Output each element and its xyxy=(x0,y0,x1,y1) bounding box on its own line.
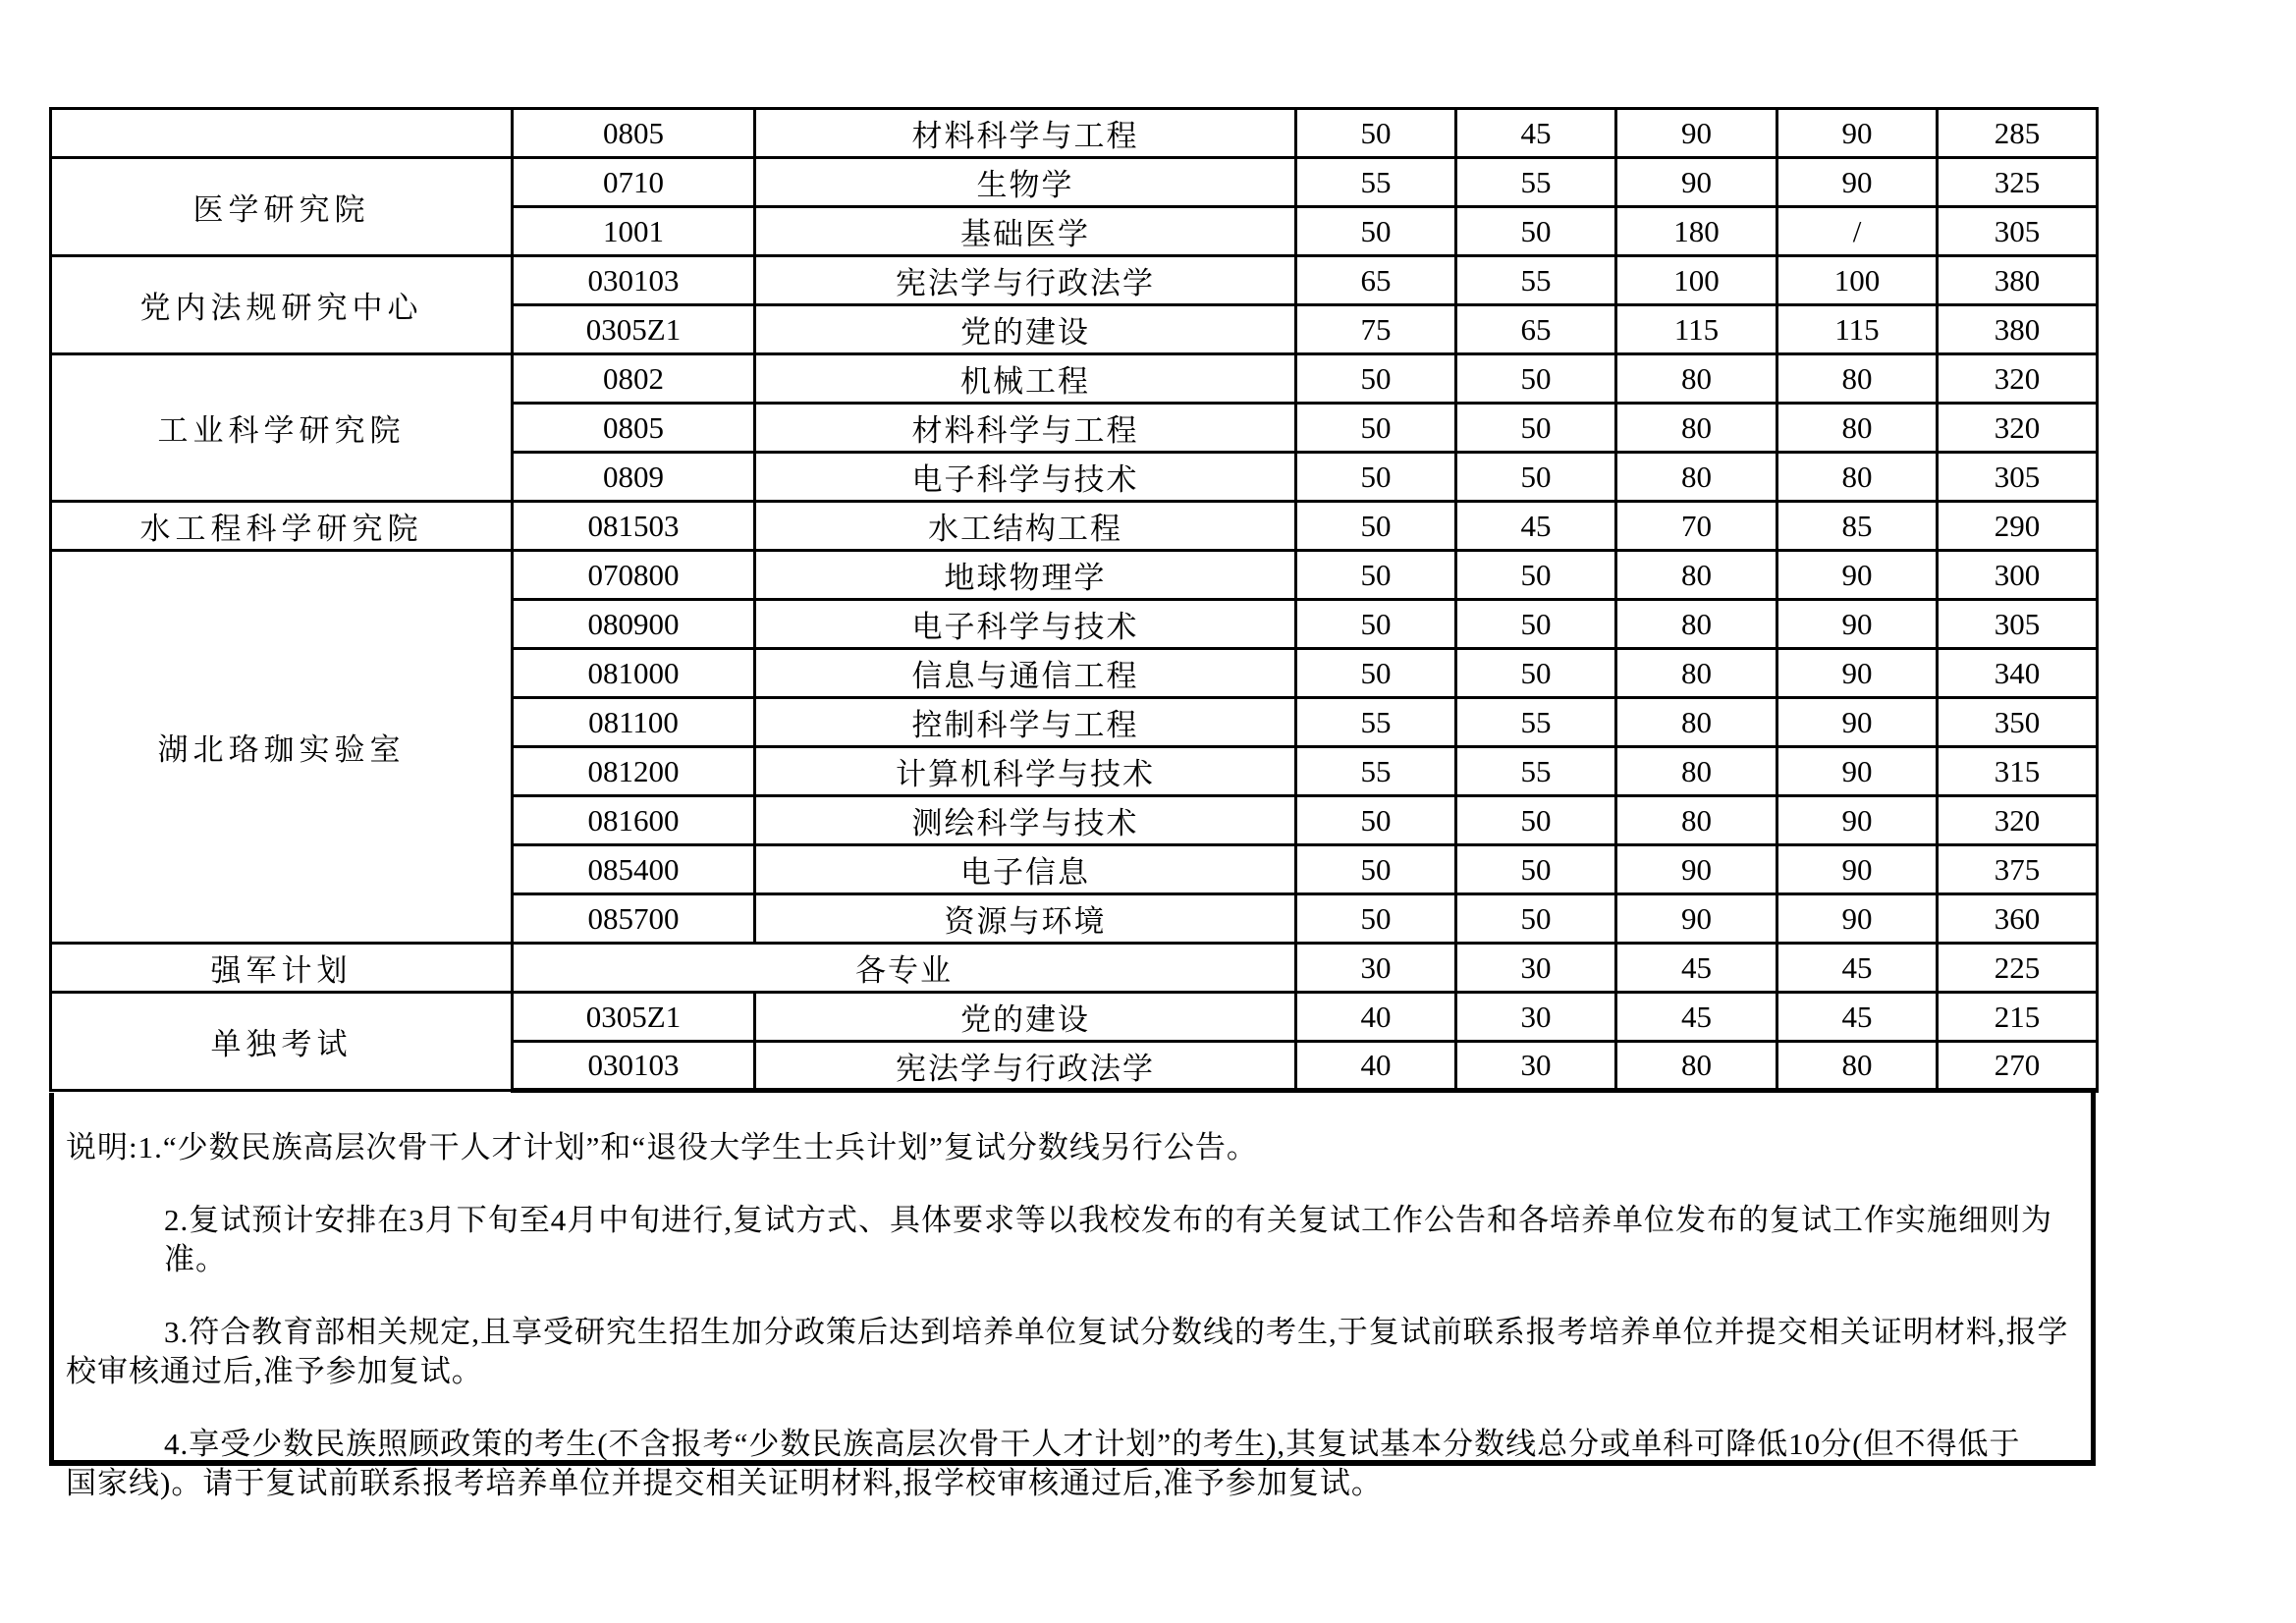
dept-cell: 强军计划 xyxy=(51,944,513,993)
score-cell: 50 xyxy=(1456,207,1616,256)
table-row xyxy=(51,354,2098,404)
major-cell: 资源与环境 xyxy=(755,894,1296,944)
score-cell: 325 xyxy=(1938,158,2098,207)
code-cell: 0802 xyxy=(513,354,755,404)
score-cell: 90 xyxy=(1777,747,1938,796)
score-cell: 115 xyxy=(1616,305,1777,354)
score-cell: 180 xyxy=(1616,207,1777,256)
score-cell: 375 xyxy=(1938,845,2098,894)
score-cell: 50 xyxy=(1456,551,1616,600)
score-cell: 80 xyxy=(1777,453,1938,502)
score-cell: 50 xyxy=(1456,404,1616,453)
major-cell: 宪法学与行政法学 xyxy=(755,256,1296,305)
code-cell: 081200 xyxy=(513,747,755,796)
major-cell: 宪法学与行政法学 xyxy=(755,1042,1296,1091)
note-paragraph xyxy=(66,1313,2077,1391)
score-cell: 50 xyxy=(1456,453,1616,502)
code-cell: 0809 xyxy=(513,453,755,502)
score-cell: 340 xyxy=(1938,649,2098,698)
dept-cell: 工业科学研究院 xyxy=(51,354,513,502)
notes-section xyxy=(49,1093,2096,1500)
note-line: 3.符合教育部相关规定,且享受研究生招生加分政策后达到培养单位复试分数线的考生,于复试前联系报考培养单位并提交相关证明材料,报学 xyxy=(164,1315,2069,1349)
score-cell: 30 xyxy=(1456,993,1616,1042)
score-cell: 100 xyxy=(1616,256,1777,305)
score-cell: 225 xyxy=(1938,944,2098,993)
score-cell: 50 xyxy=(1296,649,1456,698)
major-cell: 电子信息 xyxy=(755,845,1296,894)
dept-cell: 单独考试 xyxy=(51,993,513,1091)
score-cell: 50 xyxy=(1296,453,1456,502)
note-line: 4.享受少数民族照顾政策的考生(不含报考“少数民族高层次骨干人才计划”的考生),其复试基本分数线总分或单科可降低10分(但不得低于 xyxy=(164,1427,2021,1461)
major-cell: 材料科学与工程 xyxy=(755,404,1296,453)
note-line: 说明:1.“少数民族高层次骨干人才计划”和“退役大学生士兵计划”复试分数线另行公告。 xyxy=(66,1130,1258,1164)
code-cell: 081600 xyxy=(513,796,755,845)
score-cell: 65 xyxy=(1456,305,1616,354)
score-cell: 45 xyxy=(1777,993,1938,1042)
table-row xyxy=(51,944,2098,993)
score-cell: 70 xyxy=(1616,502,1777,551)
score-cell: 320 xyxy=(1938,404,2098,453)
score-cell: 50 xyxy=(1456,796,1616,845)
score-cell: 215 xyxy=(1938,993,2098,1042)
score-cell: 300 xyxy=(1938,551,2098,600)
score-cell: 65 xyxy=(1296,256,1456,305)
score-cell: 40 xyxy=(1296,993,1456,1042)
score-cell: 80 xyxy=(1616,551,1777,600)
major-cell: 党的建设 xyxy=(755,305,1296,354)
score-cell: / xyxy=(1777,207,1938,256)
score-cell: 90 xyxy=(1777,109,1938,158)
score-cell: 90 xyxy=(1777,600,1938,649)
code-cell: 081100 xyxy=(513,698,755,747)
score-cell: 320 xyxy=(1938,354,2098,404)
major-cell: 党的建设 xyxy=(755,993,1296,1042)
table-row xyxy=(51,551,2098,600)
score-cell: 55 xyxy=(1456,158,1616,207)
score-cell: 115 xyxy=(1777,305,1938,354)
note-paragraph xyxy=(66,1425,2077,1503)
score-cell: 360 xyxy=(1938,894,2098,944)
score-cell: 55 xyxy=(1296,698,1456,747)
score-cell: 50 xyxy=(1296,894,1456,944)
table-row xyxy=(51,158,2098,207)
score-cell: 350 xyxy=(1938,698,2098,747)
score-cell: 80 xyxy=(1616,649,1777,698)
code-cell: 085400 xyxy=(513,845,755,894)
score-cell: 55 xyxy=(1456,698,1616,747)
score-cell: 50 xyxy=(1296,207,1456,256)
score-cell: 50 xyxy=(1456,354,1616,404)
score-cell: 50 xyxy=(1456,894,1616,944)
score-cell: 315 xyxy=(1938,747,2098,796)
score-cell: 55 xyxy=(1296,158,1456,207)
document-sheet xyxy=(49,107,2096,1500)
score-cell: 45 xyxy=(1456,109,1616,158)
score-cell: 50 xyxy=(1296,502,1456,551)
score-cell: 30 xyxy=(1456,1042,1616,1091)
score-cell: 100 xyxy=(1777,256,1938,305)
code-cell: 070800 xyxy=(513,551,755,600)
score-cell: 80 xyxy=(1616,1042,1777,1091)
score-cell: 80 xyxy=(1616,747,1777,796)
note-line: 2.复试预计安排在3月下旬至4月中旬进行,复试方式、具体要求等以我校发布的有关复试工作公告和各培养单位发布的复试工作实施细则为准。 xyxy=(164,1203,2052,1276)
score-cell: 50 xyxy=(1296,845,1456,894)
major-cell: 基础医学 xyxy=(755,207,1296,256)
score-cell: 90 xyxy=(1616,158,1777,207)
score-cell: 80 xyxy=(1616,796,1777,845)
score-cell: 90 xyxy=(1777,551,1938,600)
score-cell: 45 xyxy=(1616,944,1777,993)
score-cell: 50 xyxy=(1456,600,1616,649)
score-cell: 90 xyxy=(1616,109,1777,158)
code-cell: 030103 xyxy=(513,1042,755,1091)
score-cell: 45 xyxy=(1777,944,1938,993)
score-cell: 90 xyxy=(1777,158,1938,207)
score-cell: 320 xyxy=(1938,796,2098,845)
code-cell: 081503 xyxy=(513,502,755,551)
table-row xyxy=(51,109,2098,158)
code-cell: 0710 xyxy=(513,158,755,207)
score-cell: 380 xyxy=(1938,256,2098,305)
note-line: 国家线)。请于复试前联系报考培养单位并提交相关证明材料,报学校审核通过后,准予参加复试。 xyxy=(66,1466,1383,1500)
score-cell: 50 xyxy=(1296,404,1456,453)
major-cell: 计算机科学与技术 xyxy=(755,747,1296,796)
code-cell: 030103 xyxy=(513,256,755,305)
score-cell: 380 xyxy=(1938,305,2098,354)
score-cell: 30 xyxy=(1296,944,1456,993)
code-cell: 080900 xyxy=(513,600,755,649)
major-cell: 测绘科学与技术 xyxy=(755,796,1296,845)
score-cell: 90 xyxy=(1777,796,1938,845)
score-cell: 50 xyxy=(1296,354,1456,404)
score-cell: 80 xyxy=(1616,600,1777,649)
major-cell: 材料科学与工程 xyxy=(755,109,1296,158)
score-cell: 75 xyxy=(1296,305,1456,354)
score-cell: 285 xyxy=(1938,109,2098,158)
score-cell: 80 xyxy=(1616,453,1777,502)
table-row xyxy=(51,256,2098,305)
score-cell: 305 xyxy=(1938,600,2098,649)
dept-cell: 湖北珞珈实验室 xyxy=(51,551,513,944)
major-cell: 各专业 xyxy=(513,944,1296,993)
code-cell: 0305Z1 xyxy=(513,305,755,354)
score-cell: 80 xyxy=(1616,404,1777,453)
score-cell: 80 xyxy=(1777,404,1938,453)
score-cell: 80 xyxy=(1777,354,1938,404)
score-cell: 55 xyxy=(1296,747,1456,796)
score-cell: 55 xyxy=(1456,747,1616,796)
note-paragraph xyxy=(66,1128,2077,1167)
dept-cell: 党内法规研究中心 xyxy=(51,256,513,354)
code-cell: 081000 xyxy=(513,649,755,698)
score-cell: 50 xyxy=(1296,796,1456,845)
dept-cell: 水工程科学研究院 xyxy=(51,502,513,551)
code-cell: 1001 xyxy=(513,207,755,256)
score-cell: 45 xyxy=(1456,502,1616,551)
score-cell: 45 xyxy=(1616,993,1777,1042)
score-cell: 80 xyxy=(1616,698,1777,747)
note-paragraph xyxy=(66,1201,2077,1279)
code-cell: 0805 xyxy=(513,109,755,158)
score-cell: 270 xyxy=(1938,1042,2098,1091)
major-cell: 信息与通信工程 xyxy=(755,649,1296,698)
score-cell: 305 xyxy=(1938,207,2098,256)
major-cell: 地球物理学 xyxy=(755,551,1296,600)
score-cell: 90 xyxy=(1777,845,1938,894)
score-cell: 80 xyxy=(1777,1042,1938,1091)
score-cell: 80 xyxy=(1616,354,1777,404)
table-row xyxy=(51,502,2098,551)
major-cell: 控制科学与工程 xyxy=(755,698,1296,747)
major-cell: 电子科学与技术 xyxy=(755,453,1296,502)
major-cell: 水工结构工程 xyxy=(755,502,1296,551)
score-cell: 50 xyxy=(1296,551,1456,600)
score-cell: 90 xyxy=(1777,894,1938,944)
score-cell: 50 xyxy=(1456,845,1616,894)
code-cell: 0305Z1 xyxy=(513,993,755,1042)
code-cell: 0805 xyxy=(513,404,755,453)
score-cell: 50 xyxy=(1296,109,1456,158)
major-cell: 机械工程 xyxy=(755,354,1296,404)
score-cell: 290 xyxy=(1938,502,2098,551)
table-row xyxy=(51,993,2098,1042)
score-cell: 40 xyxy=(1296,1042,1456,1091)
score-cell: 85 xyxy=(1777,502,1938,551)
score-cell: 30 xyxy=(1456,944,1616,993)
score-cell: 55 xyxy=(1456,256,1616,305)
score-cell: 90 xyxy=(1777,698,1938,747)
note-line: 校审核通过后,准予参加复试。 xyxy=(66,1354,483,1388)
dept-cell xyxy=(51,109,513,158)
score-cell: 90 xyxy=(1777,649,1938,698)
major-cell: 电子科学与技术 xyxy=(755,600,1296,649)
score-cell: 90 xyxy=(1616,845,1777,894)
score-cell: 50 xyxy=(1296,600,1456,649)
score-cell: 305 xyxy=(1938,453,2098,502)
code-cell: 085700 xyxy=(513,894,755,944)
score-table xyxy=(49,107,2099,1093)
dept-cell: 医学研究院 xyxy=(51,158,513,256)
major-cell: 生物学 xyxy=(755,158,1296,207)
score-cell: 90 xyxy=(1616,894,1777,944)
score-cell: 50 xyxy=(1456,649,1616,698)
